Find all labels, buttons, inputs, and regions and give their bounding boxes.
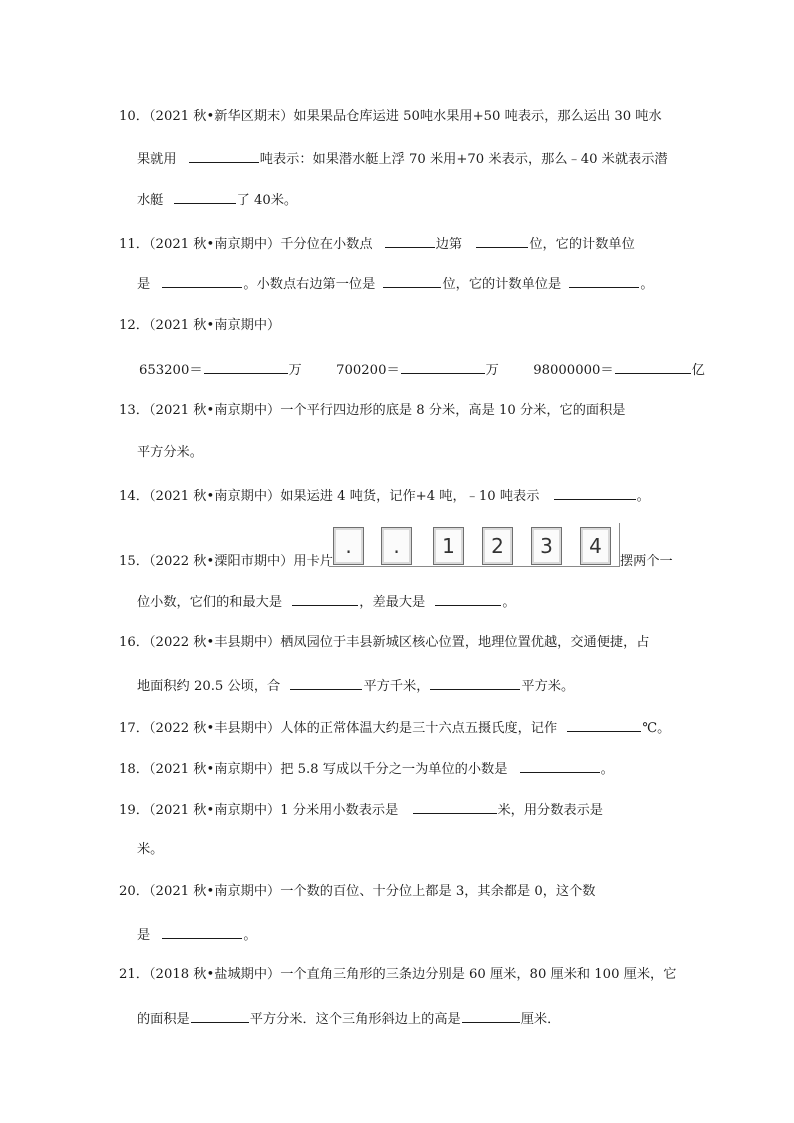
question-15-text: 15．（2022 秋•溧阳市期中）用卡片	[119, 554, 333, 569]
answer-blank[interactable]	[189, 149, 259, 163]
number-card: 4	[580, 527, 611, 565]
answer-blank[interactable]	[413, 800, 497, 814]
number-card: .	[333, 527, 364, 565]
question-16-line-2	[137, 676, 794, 694]
question-10-text: 10．（2021 秋•新华区期末）如果果品仓库运进 50吨水果用+50 吨表示，那么运出 30 吨水	[119, 109, 662, 124]
question-14-line-1	[119, 486, 794, 504]
question-16-line-1	[119, 634, 794, 652]
unit-wan: 万	[485, 363, 499, 378]
question-20-line-1	[119, 883, 794, 901]
answer-blank[interactable]	[401, 360, 485, 374]
question-20-text: 是	[137, 928, 151, 943]
question-19-text: 19．（2021 秋•南京期中）1 分米用小数表示是	[119, 803, 399, 818]
question-10-text: 水艇	[137, 193, 164, 208]
conversion-b: 700200＝	[336, 363, 400, 378]
answer-blank[interactable]	[567, 718, 641, 732]
question-20-text: 。	[243, 928, 257, 943]
question-15-text: 。	[502, 595, 516, 610]
question-12-text: 12．（2021 秋•南京期中）	[119, 318, 281, 333]
question-14-text: 。	[636, 489, 650, 504]
number-card: 2	[482, 527, 513, 565]
question-10-text: 果就用	[137, 152, 177, 167]
answer-blank[interactable]	[430, 676, 520, 690]
question-16-text: 地面积约 20.5 公顷，合	[137, 679, 281, 694]
answer-blank[interactable]	[162, 274, 242, 288]
question-12-header	[119, 317, 794, 335]
question-10-text: 吨表示：如果潜水艇上浮 70 米用+70 米表示，那么﹣40 米就表示潜	[259, 152, 668, 167]
question-13-text: 平方分米。	[137, 445, 203, 460]
question-10-line-1	[119, 108, 794, 126]
question-13-line-1	[119, 402, 794, 420]
answer-blank[interactable]	[162, 925, 242, 939]
question-21-text: 厘米．	[520, 1012, 561, 1027]
question-11-text: 位，它的计数单位	[529, 237, 635, 252]
question-20-line-2	[137, 925, 794, 943]
answer-blank[interactable]	[435, 592, 501, 606]
answer-blank[interactable]	[569, 274, 639, 288]
question-19-line-1	[119, 800, 794, 818]
number-cards-group	[329, 523, 620, 567]
question-17-line-1	[119, 718, 794, 736]
question-11-text: 位，它的计数单位是	[442, 277, 562, 292]
question-15-text: 摆两个一	[620, 554, 673, 569]
unit-yi: 亿	[691, 363, 705, 378]
answer-blank[interactable]	[292, 592, 358, 606]
question-16-text: 16．（2022 秋•丰县期中）栖凤园位于丰县新城区核心位置，地理位置优越，交通便捷，占	[119, 635, 650, 650]
answer-blank[interactable]	[385, 234, 435, 248]
question-19-text: 米。	[137, 842, 164, 857]
question-11-text: 是	[137, 277, 151, 292]
question-12-line-2	[139, 360, 794, 378]
question-19-line-2	[137, 841, 794, 859]
question-21-line-2	[137, 1009, 794, 1027]
question-16-text: 平方千米，	[363, 679, 430, 694]
question-11-line-2	[137, 274, 794, 292]
question-11-text: 11．（2021 秋•南京期中）千分位在小数点	[119, 237, 373, 252]
answer-blank[interactable]	[191, 1009, 249, 1023]
unit-wan: 万	[288, 363, 302, 378]
question-21-text: 的面积是	[137, 1012, 190, 1027]
question-18-line-1	[119, 759, 794, 777]
conversion-c: 98000000＝	[533, 363, 614, 378]
question-21-text: 平方分米．这个三角形斜边上的高是	[249, 1012, 461, 1027]
question-11-text: 。小数点右边第一位是	[243, 277, 376, 292]
question-21-line-1	[119, 966, 794, 984]
answer-blank[interactable]	[554, 486, 636, 500]
answer-blank[interactable]	[290, 676, 362, 690]
question-10-line-3	[137, 190, 794, 208]
question-15-text: 位小数，它们的和最大是	[137, 595, 283, 610]
answer-blank[interactable]	[520, 759, 600, 773]
answer-blank[interactable]	[204, 360, 288, 374]
question-15-line-2	[137, 592, 794, 610]
question-17-text: 17．（2022 秋•丰县期中）人体的正常体温大约是三十六点五摄氏度，记作	[119, 721, 558, 736]
answer-blank[interactable]	[476, 234, 528, 248]
question-15-line-1-end	[620, 553, 794, 571]
question-16-text: 平方米。	[521, 679, 575, 694]
answer-blank[interactable]	[383, 274, 441, 288]
question-13-line-2	[137, 444, 794, 462]
question-21-text: 21．（2018 秋•盐城期中）一个直角三角形的三条边分别是 60 厘米，80 厘米和 100 厘米，它	[119, 967, 677, 982]
question-11-text: 。	[640, 277, 654, 292]
conversion-a: 653200＝	[139, 363, 203, 378]
question-11-text: 边第	[435, 237, 463, 252]
number-card: 1	[433, 527, 464, 565]
answer-blank[interactable]	[174, 190, 236, 204]
question-15-text: ，差最大是	[359, 595, 426, 610]
question-18-text: 。	[600, 762, 614, 777]
number-card: .	[381, 527, 412, 565]
question-10-line-2	[137, 149, 794, 167]
answer-blank[interactable]	[615, 360, 691, 374]
question-19-text: 米，用分数表示是	[497, 803, 603, 818]
question-18-text: 18．（2021 秋•南京期中）把 5.8 写成以千分之一为单位的小数是	[119, 762, 508, 777]
answer-blank[interactable]	[462, 1009, 520, 1023]
number-card: 3	[531, 527, 562, 565]
question-10-text: 了 40米。	[236, 193, 298, 208]
question-11-line-1	[119, 234, 794, 252]
question-17-text: ℃。	[642, 721, 671, 736]
question-14-text: 14．（2021 秋•南京期中）如果运进 4 吨货，记作+4 吨，﹣10 吨表示	[119, 489, 540, 504]
question-13-text: 13．（2021 秋•南京期中）一个平行四边形的底是 8 分米，高是 10 分米，它的面积是	[119, 403, 626, 418]
question-20-text: 20．（2021 秋•南京期中）一个数的百位、十分位上都是 3，其余都是 0，这个数	[119, 884, 596, 899]
